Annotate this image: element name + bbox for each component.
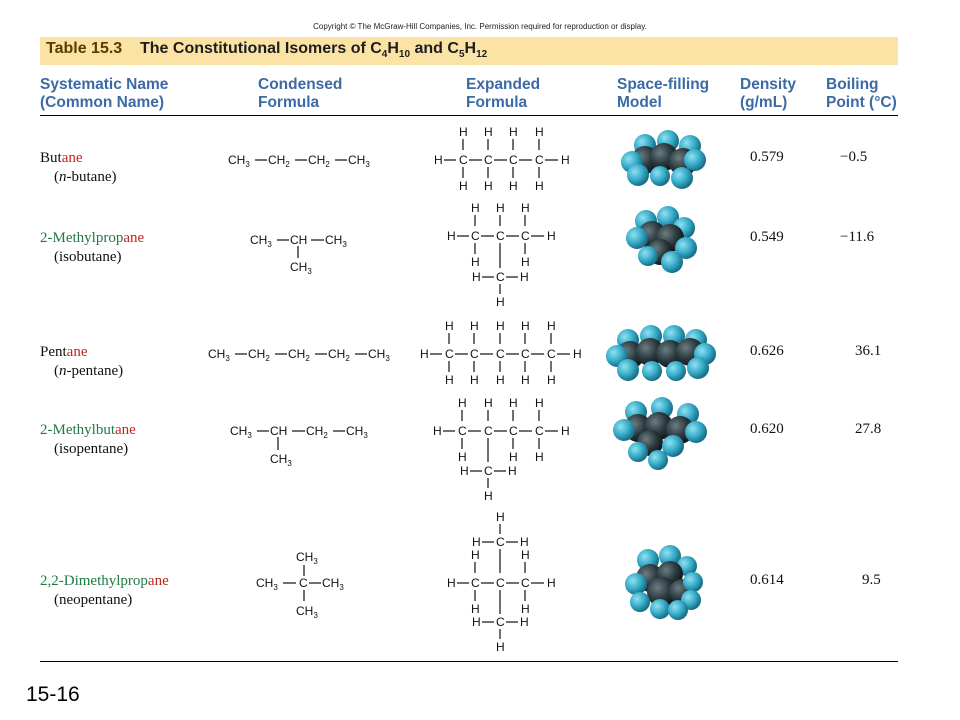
svg-text:H: H — [458, 396, 467, 410]
svg-text:CH2: $CH_2$ — [306, 424, 328, 440]
expanded-isobutane — [447, 201, 556, 309]
svg-text:H: H — [547, 319, 556, 333]
svg-text:C: C — [496, 535, 505, 549]
svg-text:H: H — [561, 153, 570, 167]
svg-text:CH3: $CH_3$ — [346, 424, 368, 440]
svg-text:C: C — [496, 576, 505, 590]
svg-text:CH3: $CH_3$ — [368, 347, 390, 363]
svg-text:H: H — [561, 424, 570, 438]
svg-text:H: H — [547, 373, 556, 387]
density-neopentane: 0.614 — [750, 572, 784, 588]
svg-text:H: H — [472, 615, 481, 629]
svg-text:CH3: $CH_3$ — [208, 347, 230, 363]
expanded-butane — [434, 125, 570, 193]
svg-text:H: H — [521, 201, 530, 215]
bp-isobutane: −11.6 — [840, 229, 875, 245]
svg-text:CH3: $CH_3$ — [250, 233, 272, 249]
condensed-isobutane — [250, 233, 347, 276]
svg-text:C: C — [496, 229, 505, 243]
header-space-filling: Space-filling Model — [617, 76, 710, 111]
svg-text:H: H — [445, 319, 454, 333]
bp-isopentane: 27.8 — [855, 421, 882, 437]
svg-text:C: C — [445, 347, 454, 361]
svg-text:H: H — [447, 576, 456, 590]
svg-text:H: H — [472, 270, 481, 284]
density-isobutane: 0.549 — [750, 229, 784, 245]
svg-text:CH3: $CH_3$ — [325, 233, 347, 249]
svg-text:CH3: $CH_3$ — [296, 604, 318, 620]
bp-pentane: 36.1 — [855, 343, 882, 359]
svg-text:H: H — [573, 347, 582, 361]
condensed-pentane — [208, 347, 390, 363]
svg-text:C: C — [299, 576, 308, 590]
svg-text:CH: CH — [270, 424, 288, 438]
svg-text:C: C — [484, 424, 493, 438]
svg-text:CH: CH — [290, 233, 308, 247]
svg-text:C: C — [496, 347, 505, 361]
condensed-isopentane — [230, 424, 368, 468]
svg-text:C: C — [496, 270, 505, 284]
header-density: Density (g/mL) — [740, 76, 796, 111]
svg-text:CH2: $CH_2$ — [248, 347, 270, 363]
svg-text:H: H — [496, 295, 505, 309]
svg-text:H: H — [520, 535, 529, 549]
header-expanded-formula: Expanded Formula — [466, 76, 541, 111]
svg-text:CH3: $CH_3$ — [228, 153, 250, 169]
svg-text:H: H — [460, 464, 469, 478]
svg-text:C: C — [484, 153, 493, 167]
svg-text:C: C — [471, 229, 480, 243]
svg-text:H: H — [434, 153, 443, 167]
svg-text:H: H — [547, 576, 556, 590]
model-butane — [621, 130, 706, 189]
model-neopentane — [625, 545, 703, 620]
svg-text:H: H — [472, 535, 481, 549]
table-number: Table 15.3 — [46, 40, 123, 57]
bp-butane: −0.5 — [840, 149, 868, 165]
svg-text:H: H — [496, 510, 505, 524]
expanded-isopentane — [433, 396, 570, 503]
svg-text:H: H — [547, 229, 556, 243]
svg-text:H: H — [433, 424, 442, 438]
header-condensed-formula: Condensed Formula — [258, 76, 343, 111]
svg-text:H: H — [521, 319, 530, 333]
svg-text:CH3: $CH_3$ — [296, 550, 318, 566]
svg-text:H: H — [535, 125, 544, 139]
svg-text:CH3: $CH_3$ — [256, 576, 278, 592]
condensed-neopentane — [256, 550, 344, 620]
svg-text:H: H — [496, 319, 505, 333]
table-title: The Constitutional Isomers of $C_4H_{10}$ and $C_5H_{12}$ — [140, 40, 488, 61]
row-neopentane-name: 2,2-Dimethylpropane (neopentane) — [40, 573, 169, 608]
svg-text:H: H — [484, 125, 493, 139]
svg-text:H: H — [470, 373, 479, 387]
svg-text:H: H — [470, 319, 479, 333]
expanded-pentane — [420, 319, 582, 387]
condensed-butane — [228, 153, 370, 169]
svg-text:CH2: $CH_2$ — [268, 153, 290, 169]
svg-text:H: H — [521, 548, 530, 562]
svg-text:H: H — [535, 179, 544, 193]
row-pentane-name: Pentane (n-pentane) — [40, 344, 124, 379]
svg-text:H: H — [509, 450, 518, 464]
model-pentane — [606, 325, 716, 381]
svg-text:H: H — [459, 125, 468, 139]
svg-text:H: H — [471, 548, 480, 562]
svg-text:H: H — [458, 450, 467, 464]
density-pentane: 0.626 — [750, 343, 784, 359]
svg-text:CH3: $CH_3$ — [290, 260, 312, 276]
svg-text:H: H — [496, 373, 505, 387]
svg-text:H: H — [459, 179, 468, 193]
svg-text:H: H — [521, 373, 530, 387]
svg-text:CH3: $CH_3$ — [230, 424, 252, 440]
row-isopentane-name: 2-Methylbutane (isopentane) — [40, 422, 136, 457]
svg-text:H: H — [445, 373, 454, 387]
svg-text:C: C — [535, 424, 544, 438]
svg-text:C: C — [458, 424, 467, 438]
svg-text:CH2: $CH_2$ — [288, 347, 310, 363]
svg-text:CH3: $CH_3$ — [322, 576, 344, 592]
svg-text:H: H — [471, 201, 480, 215]
svg-text:C: C — [496, 615, 505, 629]
svg-text:H: H — [509, 396, 518, 410]
svg-text:C: C — [471, 576, 480, 590]
svg-text:H: H — [535, 396, 544, 410]
svg-text:H: H — [496, 640, 505, 654]
svg-text:H: H — [521, 255, 530, 269]
svg-text:H: H — [535, 450, 544, 464]
header-systematic-name: Systematic Name (Common Name) — [40, 76, 169, 111]
svg-text:C: C — [535, 153, 544, 167]
svg-text:C: C — [509, 153, 518, 167]
row-isobutane-name: 2-Methylpropane (isobutane) — [40, 230, 145, 265]
svg-text:H: H — [484, 396, 493, 410]
svg-text:H: H — [520, 615, 529, 629]
slide-number: 15-16 — [26, 683, 80, 706]
header-boiling-point: Boiling Point (°C) — [826, 76, 897, 111]
svg-text:H: H — [520, 270, 529, 284]
svg-text:C: C — [484, 464, 493, 478]
svg-text:CH2: $CH_2$ — [308, 153, 330, 169]
svg-text:CH2: $CH_2$ — [328, 347, 350, 363]
svg-text:H: H — [484, 489, 493, 503]
svg-text:C: C — [547, 347, 556, 361]
bp-neopentane: 9.5 — [862, 572, 881, 588]
model-isobutane — [626, 206, 697, 273]
svg-text:C: C — [459, 153, 468, 167]
expanded-neopentane — [447, 510, 556, 654]
svg-text:H: H — [484, 179, 493, 193]
svg-text:CH3: $CH_3$ — [270, 452, 292, 468]
svg-text:H: H — [509, 179, 518, 193]
svg-text:H: H — [509, 125, 518, 139]
svg-text:C: C — [521, 229, 530, 243]
model-isopentane — [613, 397, 707, 470]
svg-text:H: H — [420, 347, 429, 361]
svg-text:H: H — [471, 602, 480, 616]
copyright-notice: Copyright © The McGraw-Hill Companies, Inc. Permission required for reproduction or display. — [313, 22, 647, 31]
svg-text:H: H — [496, 201, 505, 215]
svg-text:C: C — [521, 347, 530, 361]
svg-text:C: C — [509, 424, 518, 438]
svg-text:H: H — [447, 229, 456, 243]
svg-text:C: C — [521, 576, 530, 590]
svg-text:H: H — [521, 602, 530, 616]
svg-text:C: C — [470, 347, 479, 361]
row-butane-name: Butane (n-butane) — [40, 150, 117, 185]
svg-text:CH3: $CH_3$ — [348, 153, 370, 169]
density-isopentane: 0.620 — [750, 421, 784, 437]
svg-text:H: H — [508, 464, 517, 478]
density-butane: 0.579 — [750, 149, 784, 165]
svg-text:H: H — [471, 255, 480, 269]
